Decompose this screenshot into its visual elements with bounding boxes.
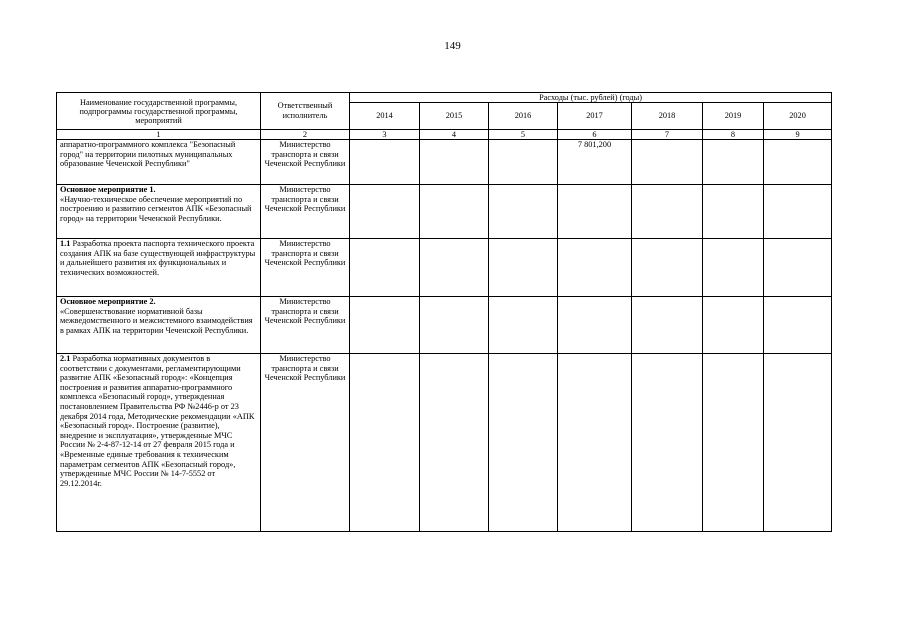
- row-value: [489, 185, 558, 239]
- header-costs: Расходы (тыс. рублей) (годы): [350, 93, 832, 103]
- row-text: «Совершенствование нормативной базы межведомственного и межсистемного взаимодействия в рамках АПК на территории Чеченской Республики.: [60, 306, 253, 335]
- row-title: Основное мероприятие 1.: [60, 185, 156, 194]
- row-executor: Министерство транспорта и связи Чеченской Республики: [261, 239, 350, 297]
- row-value: [489, 140, 558, 185]
- header-year: 2015: [420, 103, 489, 130]
- column-number: 8: [703, 130, 764, 140]
- row-executor: Министерство транспорта и связи Чеченской Республики: [261, 185, 350, 239]
- table-row: [57, 354, 832, 532]
- row-value: [350, 140, 420, 185]
- header-year: 2019: [703, 103, 764, 130]
- column-number: 9: [764, 130, 832, 140]
- header-year: 2020: [764, 103, 832, 130]
- header-year: 2016: [489, 103, 558, 130]
- row-value: [764, 297, 832, 354]
- table-row: [57, 185, 832, 239]
- row-value: [558, 354, 632, 532]
- column-number: 4: [420, 130, 489, 140]
- row-executor: Министерство транспорта и связи Чеченской Республики: [261, 354, 350, 532]
- row-title: 2.1: [60, 354, 71, 363]
- row-title: 1.1: [60, 239, 71, 248]
- column-number: 1: [57, 130, 261, 140]
- row-value: [420, 354, 489, 532]
- row-value: [350, 239, 420, 297]
- row-value: 7 801,200: [558, 140, 632, 185]
- row-executor: Министерство транспорта и связи Чеченской Республики: [261, 140, 350, 185]
- row-value: [350, 354, 420, 532]
- header-year: 2017: [558, 103, 632, 130]
- row-value: [350, 297, 420, 354]
- row-value: [703, 140, 764, 185]
- row-value: [703, 239, 764, 297]
- row-value: [420, 185, 489, 239]
- table-row: [57, 239, 832, 297]
- row-value: [764, 140, 832, 185]
- row-value: [489, 239, 558, 297]
- row-value: [558, 185, 632, 239]
- column-number: 7: [632, 130, 703, 140]
- header-year: 2018: [632, 103, 703, 130]
- row-text: Разработка проекта паспорта технического проекта создания АПК на базе существующей инфраструктуры и дальнейшего развития их функциональных и технических возможностей.: [60, 239, 256, 277]
- row-description: [57, 140, 261, 185]
- row-value: [764, 185, 832, 239]
- table-row: [57, 140, 832, 185]
- row-value: [489, 297, 558, 354]
- row-value: [632, 239, 703, 297]
- row-value: [558, 239, 632, 297]
- row-value: [764, 354, 832, 532]
- row-value: [420, 140, 489, 185]
- row-description: [57, 239, 261, 297]
- row-value: [703, 297, 764, 354]
- column-number: 6: [558, 130, 632, 140]
- row-value: [632, 354, 703, 532]
- row-value: [764, 239, 832, 297]
- column-number: 5: [489, 130, 558, 140]
- row-value: [632, 185, 703, 239]
- row-executor: Министерство транспорта и связи Чеченской Республики: [261, 297, 350, 354]
- row-title: Основное мероприятие 2.: [60, 297, 156, 306]
- row-value: [703, 354, 764, 532]
- row-text: Разработка нормативных документов в соответствии с документами, регламентирующими развитие АПК «Безопасный город»: «Концепция построения и развития аппаратно-программного комплекса «Безопасный город», утвержденная постановлением Правительства РФ №2446-р от 23 декабря 2014 года, Методические рекомендации «АПК «Безопасный город». Построение (развитие), внедрение и эксплуатация», утвержденные МЧС России № 2-4-87-12-14 от 27 февраля 2015 года и «Временные единые требования к техническим параметрам сегментов АПК «Безопасный город», утвержденные МЧС России № 14-7-5552 от 29.12.2014г.: [60, 354, 255, 488]
- row-text: аппаратно-программного комплекса "Безопасный город" на территории пилотных муниципальных образование Чеченской Республики": [60, 140, 236, 169]
- budget-table: [56, 92, 832, 532]
- row-value: [489, 354, 558, 532]
- row-value: [632, 297, 703, 354]
- row-value: [420, 297, 489, 354]
- table-row: [57, 297, 832, 354]
- column-number: 3: [350, 130, 420, 140]
- header-executor: Ответственный исполнитель: [261, 93, 350, 130]
- row-description: [57, 297, 261, 354]
- row-value: [558, 297, 632, 354]
- header-year: 2014: [350, 103, 420, 130]
- page-number: 149: [444, 40, 461, 52]
- row-value: [632, 140, 703, 185]
- column-number: 2: [261, 130, 350, 140]
- row-value: [350, 185, 420, 239]
- row-value: [703, 185, 764, 239]
- row-value: [420, 239, 489, 297]
- row-description: [57, 185, 261, 239]
- header-name: Наименование государственной программы, подпрограммы государственной программы, мероприятий: [57, 93, 261, 130]
- row-description: [57, 354, 261, 532]
- row-text: «Научно-техническое обеспечение мероприятий по построению и развитию сегментов АПК «Безопасный город» на территории Чеченской Республики.: [60, 194, 252, 223]
